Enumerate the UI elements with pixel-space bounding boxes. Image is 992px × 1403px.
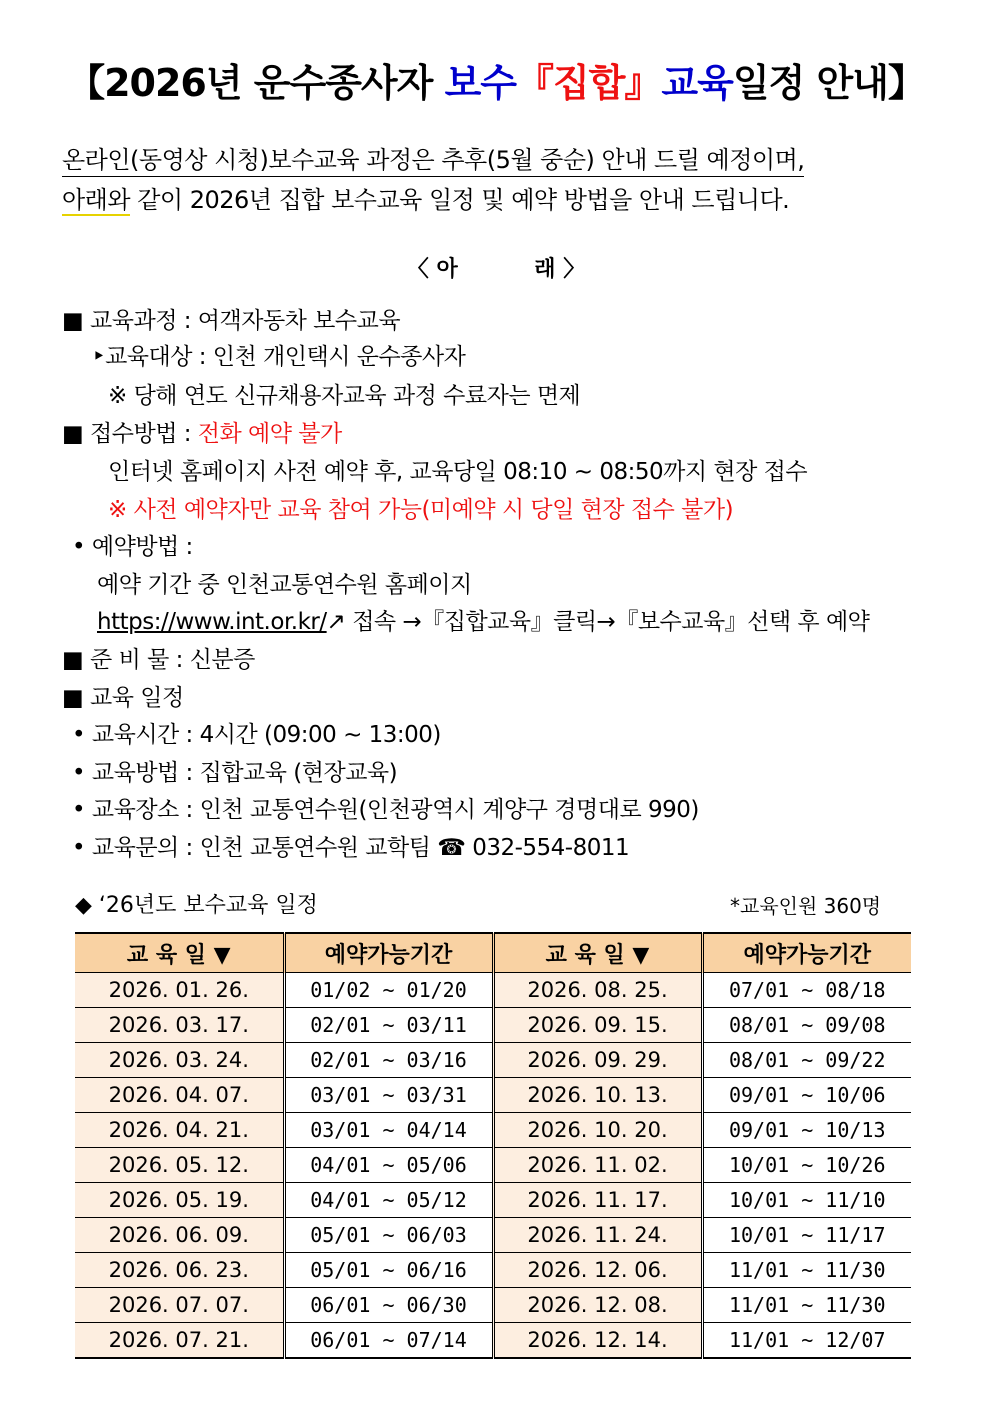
title-part-2: 보수: [444, 61, 516, 105]
table-row: [75, 973, 911, 1008]
reservation-period-cell: 05/01 ~ 06/03: [284, 1218, 493, 1253]
schedule-table: [75, 932, 911, 1359]
table-row: [75, 1008, 911, 1043]
table-row: [75, 1253, 911, 1288]
section-heading-below: 〈 아 래 〉: [406, 257, 586, 282]
reservation-period-cell: 10/01 ~ 11/10: [702, 1183, 911, 1218]
reception-label: ■ 접수방법 :: [62, 421, 198, 447]
table-row: [75, 1113, 911, 1148]
education-date-cell: 2026. 11. 17.: [493, 1183, 702, 1218]
header-date-1: 교 육 일 ▼: [75, 933, 284, 973]
title-part-3: 『집합』: [516, 61, 662, 105]
reservation-period-cell: 06/01 ~ 07/14: [284, 1323, 493, 1359]
schedule-heading: ◆ ‘26년도 보수교육 일정: [75, 893, 318, 918]
education-date-cell: 2026. 07. 07.: [75, 1288, 284, 1323]
education-date-cell: 2026. 08. 25.: [493, 973, 702, 1008]
table-row: [75, 1183, 911, 1218]
table-row: [75, 1218, 911, 1253]
title-part-1: 【2026년 운수종사자: [67, 61, 445, 105]
reservation-period-cell: 04/01 ~ 05/12: [284, 1183, 493, 1218]
reception-value: 전화 예약 불가: [197, 421, 342, 447]
education-date-cell: 2026. 01. 26.: [75, 973, 284, 1008]
intro-line-2-b: 같이 2026년 집합 보수교육 일정 및 예약 방법을 안내 드립니다.: [130, 186, 790, 214]
reservation-period-cell: 08/01 ~ 09/22: [702, 1043, 911, 1078]
table-row: [75, 1323, 911, 1359]
prepare-line: ■ 준 비 물 : 신분증: [62, 647, 255, 673]
reservation-period-cell: 11/01 ~ 12/07: [702, 1323, 911, 1359]
inquiry-line: • 교육문의 : 인천 교통연수원 교학팀 ☎ 032-554-8011: [72, 835, 630, 861]
reservation-period-cell: 09/01 ~ 10/13: [702, 1113, 911, 1148]
schedule-capacity-note: *교육인원 360명: [730, 894, 882, 918]
title-part-5: 일정 안내】: [732, 61, 925, 105]
education-date-cell: 2026. 04. 21.: [75, 1113, 284, 1148]
education-date-cell: 2026. 11. 24.: [493, 1218, 702, 1253]
reservation-period-cell: 10/01 ~ 10/26: [702, 1148, 911, 1183]
exempt-note: ※ 당해 연도 신규채용자교육 과정 수료자는 면제: [108, 383, 581, 409]
reservation-period-cell: 11/01 ~ 11/30: [702, 1288, 911, 1323]
education-date-cell: 2026. 06. 09.: [75, 1218, 284, 1253]
education-date-cell: 2026. 05. 12.: [75, 1148, 284, 1183]
reserve-desc: 예약 기간 중 인천교통연수원 홈페이지: [97, 572, 472, 598]
time-line: • 교육시간 : 4시간 (09:00 ~ 13:00): [72, 722, 441, 748]
education-date-cell: 2026. 09. 15.: [493, 1008, 702, 1043]
intro-line-1-text: 온라인(동영상 시청)보수교육 과정은 추후(5월 중순) 안내 드릴 예정이며,: [62, 146, 804, 177]
reservation-period-cell: 10/01 ~ 11/17: [702, 1218, 911, 1253]
education-date-cell: 2026. 07. 21.: [75, 1323, 284, 1359]
intro-line-2: [62, 180, 942, 215]
reception-warning: ※ 사전 예약자만 교육 참여 가능(미예약 시 당일 현장 접수 불가): [108, 497, 734, 523]
education-date-cell: 2026. 03. 17.: [75, 1008, 284, 1043]
schedule-header-row: [75, 933, 911, 973]
course-line: ■ 교육과정 : 여객자동차 보수교육: [62, 308, 401, 334]
reservation-period-cell: 02/01 ~ 03/11: [284, 1008, 493, 1043]
external-link-icon: ↗: [326, 609, 346, 635]
method-line: • 교육방법 : 집합교육 (현장교육): [72, 760, 398, 786]
target-line: ‣교육대상 : 인천 개인택시 운수종사자: [92, 344, 466, 370]
education-date-cell: 2026. 03. 24.: [75, 1043, 284, 1078]
header-date-2: 교 육 일 ▼: [493, 933, 702, 973]
table-row: [75, 1043, 911, 1078]
reservation-period-cell: 03/01 ~ 03/31: [284, 1078, 493, 1113]
homepage-link[interactable]: https://www.int.or.kr/: [97, 609, 327, 635]
intro-line-1: [62, 140, 942, 175]
education-date-cell: 2026. 09. 29.: [493, 1043, 702, 1078]
title-part-4: 교육: [661, 61, 733, 105]
education-date-cell: 2026. 11. 02.: [493, 1148, 702, 1183]
education-date-cell: 2026. 12. 08.: [493, 1288, 702, 1323]
reservation-period-cell: 06/01 ~ 06/30: [284, 1288, 493, 1323]
reservation-period-cell: 03/01 ~ 04/14: [284, 1113, 493, 1148]
reservation-period-cell: 05/01 ~ 06/16: [284, 1253, 493, 1288]
page-title: [0, 52, 992, 107]
reserve-steps: 접속 →『집합교육』클릭→『보수교육』선택 후 예약: [345, 609, 870, 635]
education-date-cell: 2026. 12. 06.: [493, 1253, 702, 1288]
reception-desc: 인터넷 홈페이지 사전 예약 후, 교육당일 08:10 ~ 08:50까지 현장 접수: [108, 459, 808, 485]
education-date-cell: 2026. 06. 23.: [75, 1253, 284, 1288]
reservation-period-cell: 01/02 ~ 01/20: [284, 973, 493, 1008]
header-period-2: 예약가능기간: [702, 933, 911, 973]
reservation-period-cell: 09/01 ~ 10/06: [702, 1078, 911, 1113]
reservation-period-cell: 04/01 ~ 05/06: [284, 1148, 493, 1183]
schedule-title: ■ 교육 일정: [62, 685, 184, 711]
intro-line-2-a: 아래와: [62, 186, 131, 214]
reserve-label: • 예약방법 :: [72, 534, 193, 560]
reservation-period-cell: 08/01 ~ 09/08: [702, 1008, 911, 1043]
table-row: [75, 1078, 911, 1113]
education-date-cell: 2026. 04. 07.: [75, 1078, 284, 1113]
table-row: [75, 1288, 911, 1323]
education-date-cell: 2026. 12. 14.: [493, 1323, 702, 1359]
education-date-cell: 2026. 10. 13.: [493, 1078, 702, 1113]
place-line: • 교육장소 : 인천 교통연수원(인천광역시 계양구 경명대로 990): [72, 797, 699, 823]
reception-line: [62, 415, 342, 448]
education-date-cell: 2026. 05. 19.: [75, 1183, 284, 1218]
table-row: [75, 1148, 911, 1183]
reserve-steps-line: [97, 603, 869, 636]
header-period-1: 예약가능기간: [284, 933, 493, 973]
education-date-cell: 2026. 10. 20.: [493, 1113, 702, 1148]
reservation-period-cell: 11/01 ~ 11/30: [702, 1253, 911, 1288]
reservation-period-cell: 02/01 ~ 03/16: [284, 1043, 493, 1078]
reservation-period-cell: 07/01 ~ 08/18: [702, 973, 911, 1008]
